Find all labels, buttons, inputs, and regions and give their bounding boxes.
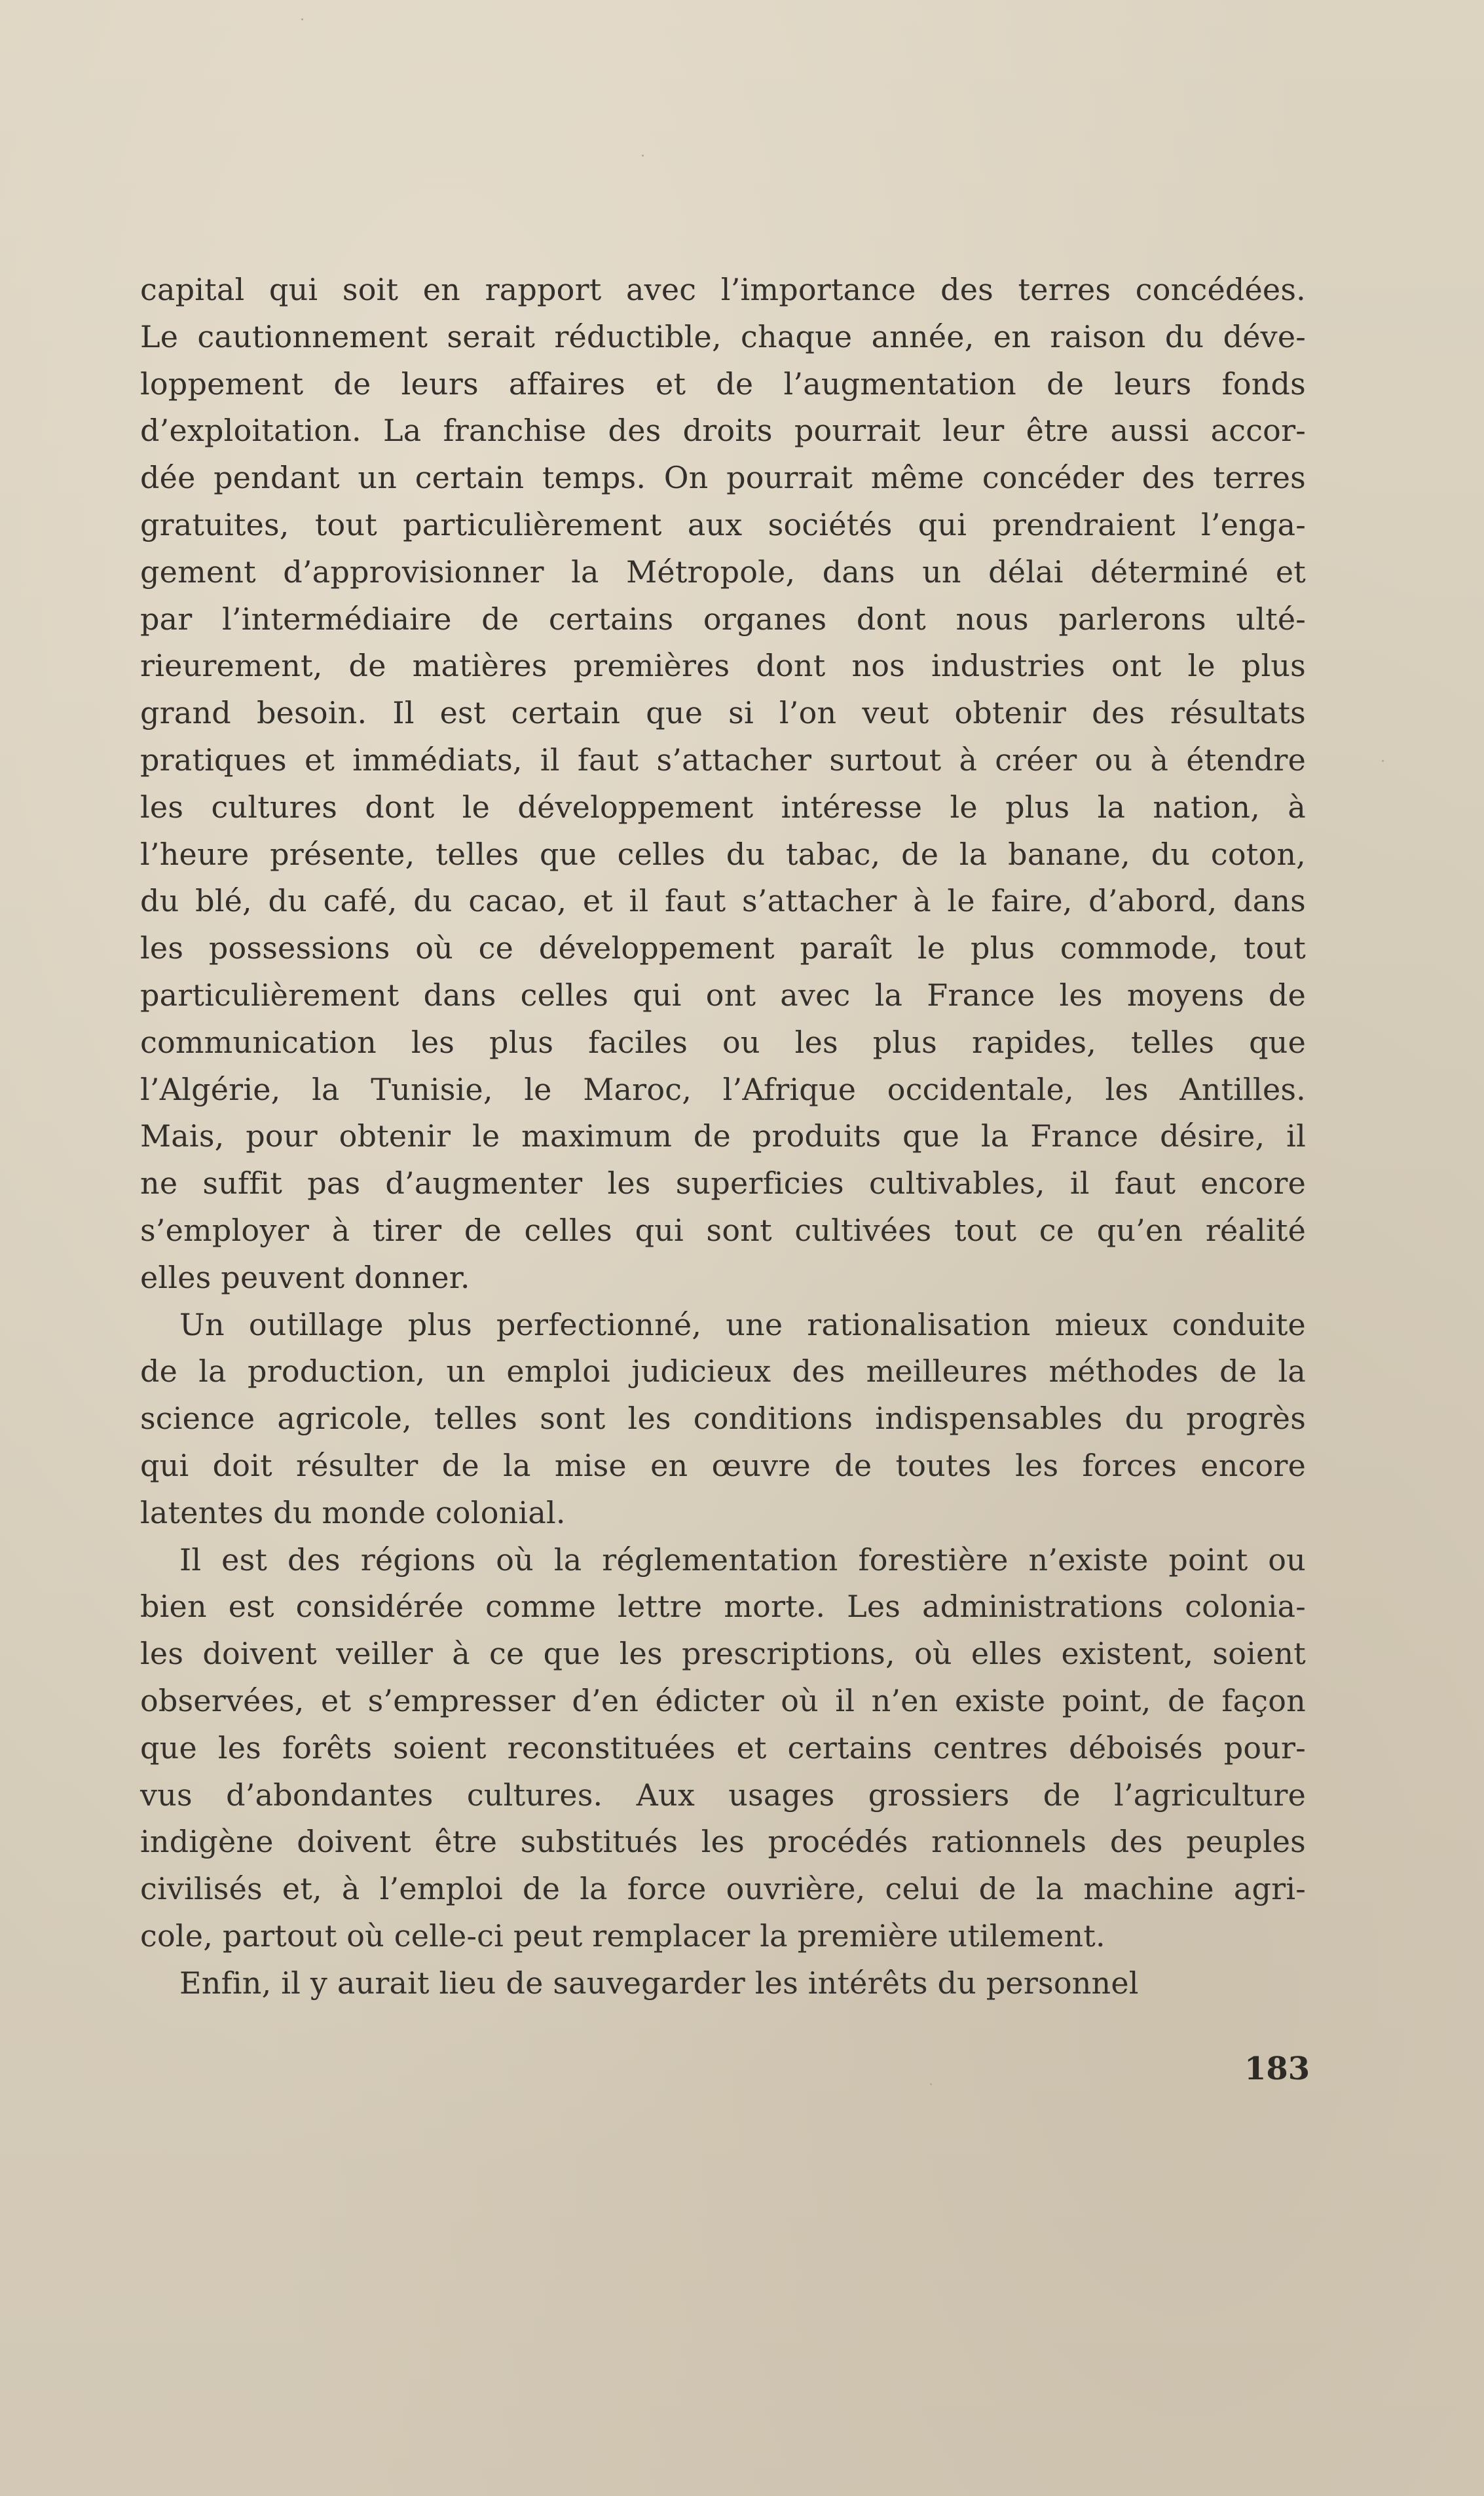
text-line: que les forêts soient reconstituées et certains centres déboisés pour- xyxy=(140,1730,1306,1766)
paper-speck xyxy=(930,2083,932,2085)
text-line: gement d’approvisionner la Métropole, dans un délai déterminé et xyxy=(140,554,1306,590)
body-text xyxy=(140,267,1306,2007)
text-line: les possessions où ce développement paraît le plus commode, tout xyxy=(140,930,1306,966)
text-line: rieurement, de matières premières dont nos industries ont le plus xyxy=(140,648,1306,684)
text-line: bien est considérée comme lettre morte. Les administrations colonia- xyxy=(140,1589,1306,1625)
paper-speck xyxy=(642,155,644,157)
text-line: qui doit résulter de la mise en œuvre de toutes les forces encore xyxy=(140,1447,1306,1483)
text-line: grand besoin. Il est certain que si l’on veut obtenir des résultats xyxy=(140,695,1306,731)
text-line: cole, partout où celle-ci peut remplacer la première utilement. xyxy=(140,1918,1105,1954)
text-line: ne suffit pas d’augmenter les superficies cultivables, il faut encore xyxy=(140,1165,1306,1201)
text-line: les cultures dont le développement intéresse le plus la nation, à xyxy=(140,789,1306,825)
text-line: elles peuvent donner. xyxy=(140,1259,470,1295)
text-line: loppement de leurs affaires et de l’augmentation de leurs fonds xyxy=(140,366,1306,402)
text-line: Un outillage plus perfectionné, une rationalisation mieux conduite xyxy=(179,1306,1306,1342)
text-line: communication les plus faciles ou les plus rapides, telles que xyxy=(140,1024,1306,1060)
text-line: l’heure présente, telles que celles du tabac, de la banane, du coton, xyxy=(140,836,1306,872)
text-line: de la production, un emploi judicieux des meilleures méthodes de la xyxy=(140,1353,1306,1390)
paper-speck xyxy=(301,18,303,20)
paper-speck xyxy=(1382,760,1384,762)
text-line: l’Algérie, la Tunisie, le Maroc, l’Afrique occidentale, les Antilles. xyxy=(140,1071,1306,1107)
text-line: Le cautionnement serait réductible, chaque année, en raison du déve- xyxy=(140,318,1306,354)
text-line: par l’intermédiaire de certains organes dont nous parlerons ulté- xyxy=(140,601,1306,637)
text-line: les doivent veiller à ce que les prescriptions, où elles existent, soient xyxy=(140,1636,1306,1672)
text-line: Enfin, il y aurait lieu de sauvegarder les intérêts du personnel xyxy=(179,1965,1139,2001)
paragraph xyxy=(140,1960,1306,2007)
page-number: 183 xyxy=(1244,2051,1310,2087)
paragraph xyxy=(140,1302,1306,1537)
text-line: gratuites, tout particulièrement aux sociétés qui prendraient l’enga- xyxy=(140,506,1306,542)
text-line: civilisés et, à l’emploi de la force ouvrière, celui de la machine agri- xyxy=(140,1871,1306,1907)
text-line: science agricole, telles sont les conditions indispensables du progrès xyxy=(140,1401,1306,1437)
text-line: latentes du monde colonial. xyxy=(140,1494,566,1530)
text-line: indigène doivent être substitués les procédés rationnels des peuples xyxy=(140,1824,1306,1860)
text-line: dée pendant un certain temps. On pourrait même concéder des terres xyxy=(140,460,1306,496)
text-line: pratiques et immédiats, il faut s’attacher surtout à créer ou à étendre xyxy=(140,742,1306,778)
text-line: observées, et s’empresser d’en édicter où il n’en existe point, de façon xyxy=(140,1682,1306,1718)
text-line: vus d’abondantes cultures. Aux usages grossiers de l’agriculture xyxy=(140,1777,1306,1813)
text-line: Il est des régions où la réglementation forestière n’existe point ou xyxy=(179,1541,1306,1578)
text-line: capital qui soit en rapport avec l’importance des terres concédées. xyxy=(140,272,1306,307)
paragraph xyxy=(140,267,1306,1302)
text-line: particulièrement dans celles qui ont avec la France les moyens de xyxy=(140,977,1306,1013)
paragraph xyxy=(140,1537,1306,1960)
text-line: Mais, pour obtenir le maximum de produits que la France désire, il xyxy=(140,1118,1306,1154)
text-line: du blé, du café, du cacao, et il faut s’attacher à le faire, d’abord, dans xyxy=(140,883,1306,919)
text-line: d’exploitation. La franchise des droits pourrait leur être aussi accor- xyxy=(140,413,1306,449)
text-line: s’employer à tirer de celles qui sont cultivées tout ce qu’en réalité xyxy=(140,1212,1306,1248)
